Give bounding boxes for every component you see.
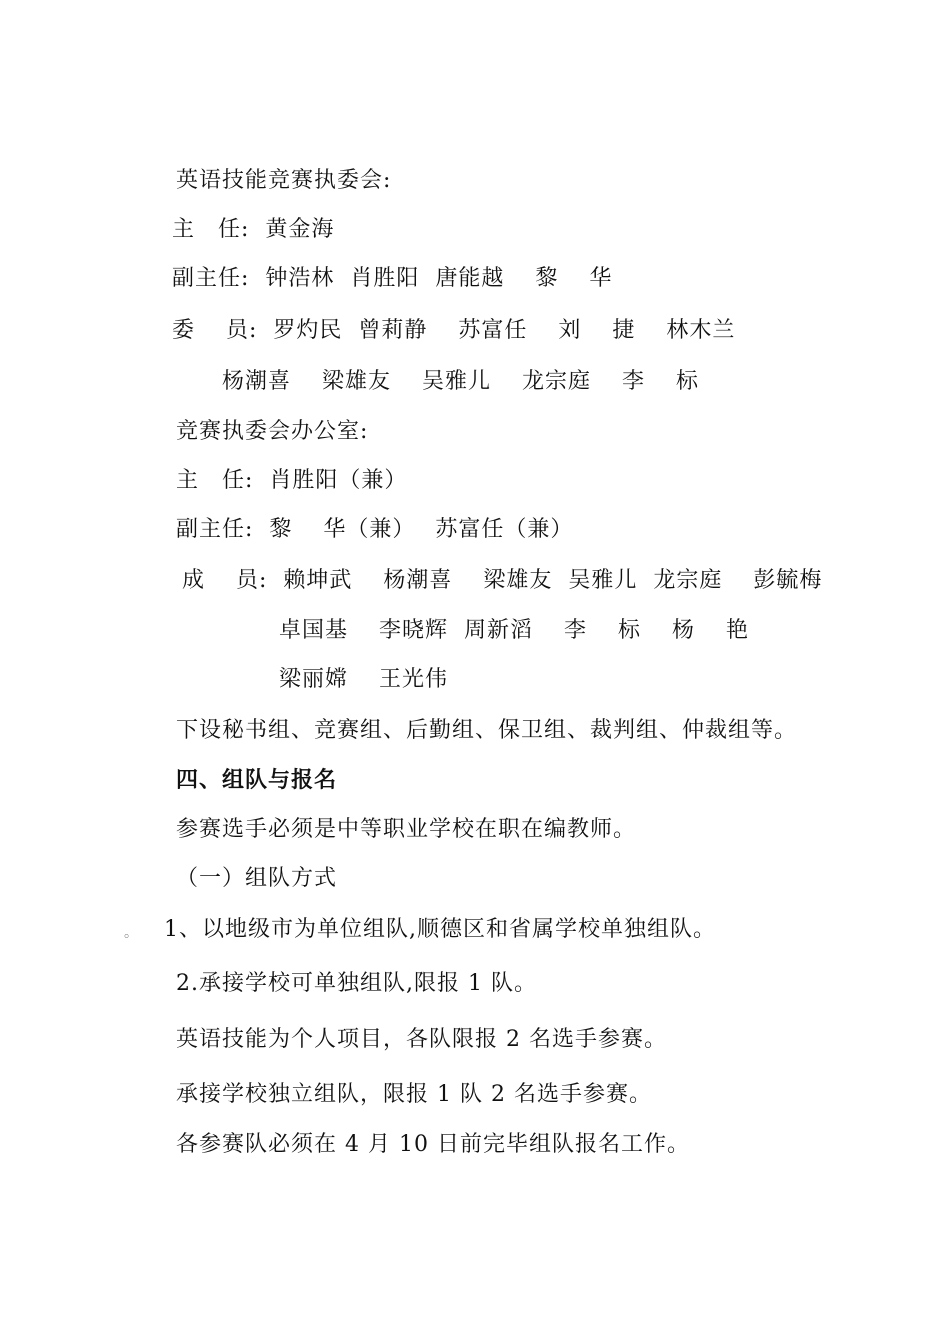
committee-members-line1: 委 员: 罗灼民 曾莉静 苏富任 刘 捷 林木兰 [172, 318, 736, 343]
section4-deadline: 各参赛队必须在 4 月 10 日前完毕组队报名工作。 [176, 1132, 690, 1157]
office-members-line3: 梁丽嫦 王光伟 [279, 667, 448, 692]
section4-item2: 2.承接学校可单独组队,限报 1 队。 [176, 971, 537, 996]
section4-subheading: （一）组队方式 [176, 866, 338, 891]
section4-heading: 四、组队与报名 [176, 768, 338, 793]
committee-title: 英语技能竞赛执委会: [176, 168, 392, 193]
office-title: 竞赛执委会办公室: [176, 419, 369, 444]
section4-item1: 1、以地级市为单位组队,顺德区和省属学校单独组队。 [164, 917, 716, 942]
section4-note1: 英语技能为个人项目，各队限报 2 名选手参赛。 [176, 1027, 667, 1052]
section4-note2: 承接学校独立组队，限报 1 队 2 名选手参赛。 [176, 1082, 652, 1107]
committee-director: 主 任: 黄金海 [172, 217, 335, 242]
stray-dot: 。 [124, 925, 138, 941]
office-groups: 下设秘书组、竞赛组、后勤组、保卫组、裁判组、仲裁组等。 [176, 718, 798, 743]
office-director: 主 任: 肖胜阳（兼） [176, 468, 408, 493]
office-members-line1: 成 员: 赖坤武 杨潮喜 梁雄友 吴雅儿 龙宗庭 彭毓梅 [182, 568, 823, 593]
office-vice-director: 副主任: 黎 华（兼） 苏富任（兼） [176, 517, 574, 542]
committee-vice-director: 副主任: 钟浩林 肖胜阳 唐能越 黎 华 [172, 266, 613, 291]
section4-requirement: 参赛选手必须是中等职业学校在职在编教师。 [176, 817, 637, 842]
committee-members-line2: 杨潮喜 梁雄友 吴雅儿 龙宗庭 李 标 [222, 369, 699, 394]
office-members-line2: 卓国基 李晓辉 周新滔 李 标 杨 艳 [279, 618, 749, 643]
